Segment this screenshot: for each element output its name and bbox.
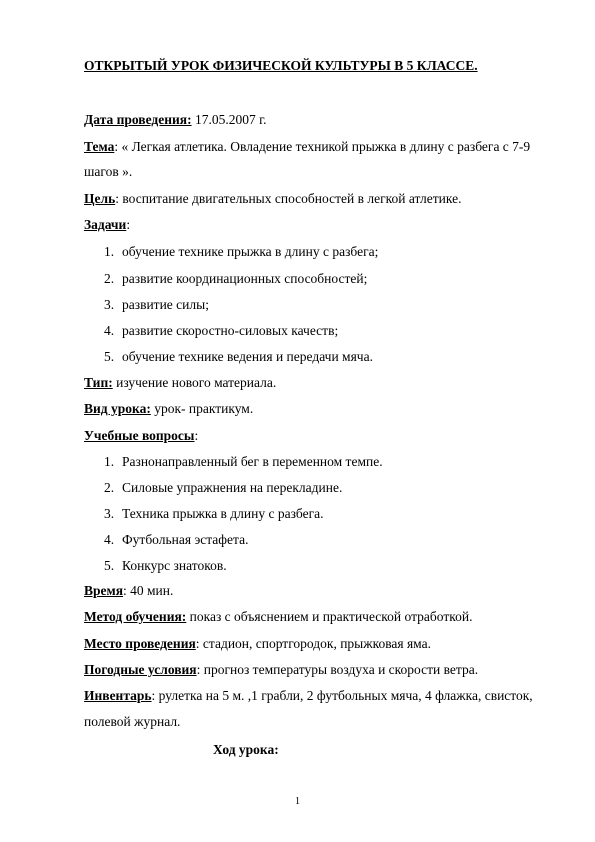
questions-label: Учебные вопросы [84, 428, 195, 443]
tasks-heading [84, 217, 130, 233]
goal-line [84, 191, 461, 207]
type-value: изучение нового материала. [112, 375, 277, 390]
list-item-text: обучение технике прыжка в длину с разбега; [122, 244, 379, 259]
document-title: ОТКРЫТЫЙ УРОК ФИЗИЧЕСКОЙ КУЛЬТУРЫ В 5 КЛАССЕ. [84, 58, 478, 73]
list-item [104, 323, 338, 339]
goal-label: Цель [84, 191, 116, 206]
type-line [84, 375, 276, 391]
place-value: : стадион, спортгородок, прыжковая яма. [195, 636, 431, 651]
weather-value: : прогноз температуры воздуха и скорости ветра. [196, 662, 479, 677]
list-item [104, 454, 383, 470]
list-item-number: 3. [104, 506, 115, 521]
method-value: показ с объяснением и практической отработкой. [186, 609, 473, 624]
list-item [104, 271, 367, 287]
theme-value: : « Легкая атлетика. Овладение техникой прыжка в длину с разбега с 7-9 [114, 139, 531, 154]
list-item-text: Силовые упражнения на перекладине. [122, 480, 343, 495]
kind-value: урок- практикум. [150, 401, 254, 416]
list-item-text: Футбольная эстафета. [122, 532, 249, 547]
inventory-line-2: полевой журнал. [84, 714, 181, 729]
time-line [84, 583, 173, 599]
list-item-text: Техника прыжка в длину с разбега. [122, 506, 324, 521]
list-item-number: 1. [104, 244, 115, 259]
list-item-number: 5. [104, 558, 115, 573]
tasks-suffix: : [126, 217, 131, 232]
list-item-text: Конкурс знатоков. [122, 558, 227, 573]
date-line [84, 112, 266, 128]
kind-label: Вид урока: [84, 401, 151, 416]
method-line [84, 609, 472, 625]
place-label: Место проведения [84, 636, 196, 651]
list-item-number: 4. [104, 323, 115, 338]
list-item-text: Разнонаправленный бег в переменном темпе. [122, 454, 383, 469]
method-label: Метод обучения: [84, 609, 187, 624]
inventory-line [84, 688, 533, 704]
time-value: : 40 мин. [123, 583, 174, 598]
list-item-number: 2. [104, 480, 115, 495]
list-item [104, 297, 209, 313]
list-item-number: 1. [104, 454, 115, 469]
date-label: Дата проведения: [84, 112, 192, 127]
page-number: 1 [295, 796, 300, 807]
list-item-text: обучение технике ведения и передачи мяча. [122, 349, 373, 364]
list-item-number: 5. [104, 349, 115, 364]
inventory-label: Инвентарь [84, 688, 152, 703]
place-line [84, 636, 431, 652]
questions-heading [84, 428, 198, 444]
list-item [104, 506, 324, 522]
theme-line [84, 139, 530, 155]
weather-line [84, 662, 478, 678]
tasks-label: Задачи [84, 217, 127, 232]
list-item-text: развитие скоростно-силовых качеств; [122, 323, 339, 338]
list-item [104, 558, 227, 574]
list-item [104, 349, 373, 365]
list-item-text: развитие силы; [122, 297, 209, 312]
list-item-text: развитие координационных способностей; [122, 271, 368, 286]
list-item [104, 532, 248, 548]
list-item [104, 244, 378, 260]
theme-label: Тема [84, 139, 115, 154]
goal-value: : воспитание двигательных способностей в легкой атлетике. [115, 191, 462, 206]
type-label: Тип: [84, 375, 113, 390]
lesson-heading: Ход урока: [213, 742, 279, 757]
date-value: 17.05.2007 г. [191, 112, 267, 127]
list-item [104, 480, 342, 496]
inventory-value: : рулетка на 5 м. ,1 грабли, 2 футбольных мяча, 4 флажка, свисток, [151, 688, 533, 703]
list-item-number: 4. [104, 532, 115, 547]
list-item-number: 2. [104, 271, 115, 286]
kind-line [84, 401, 253, 417]
time-label: Время [84, 583, 124, 598]
questions-suffix: : [194, 428, 199, 443]
weather-label: Погодные условия [84, 662, 197, 677]
list-item-number: 3. [104, 297, 115, 312]
theme-line-2: шагов ». [84, 164, 133, 179]
